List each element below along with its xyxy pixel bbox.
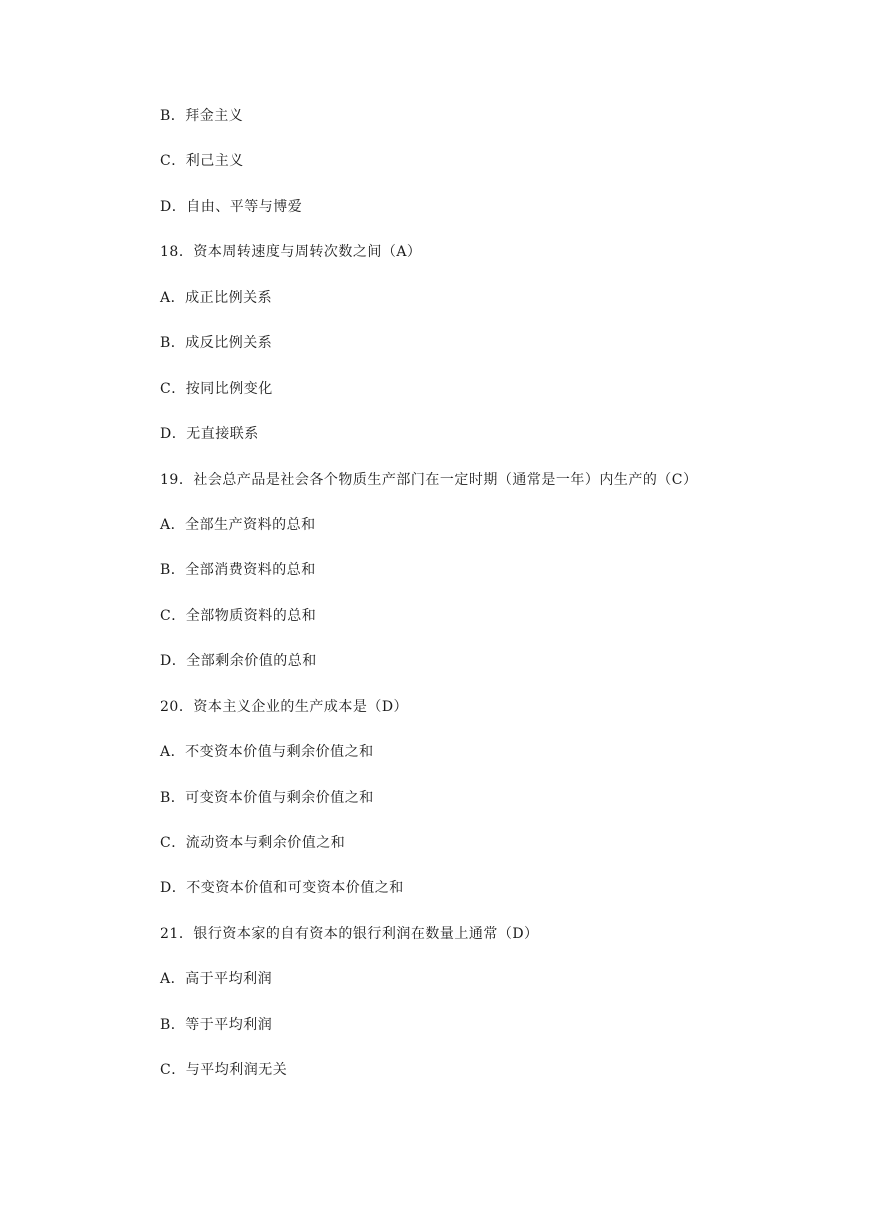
question-18: 18．资本周转速度与周转次数之间（A） xyxy=(160,244,422,261)
option-19-b: B．全部消费资料的总和 xyxy=(160,562,316,579)
option-21-c: C．与平均利润无关 xyxy=(160,1062,288,1079)
question-19: 19．社会总产品是社会各个物质生产部门在一定时期（通常是一年）内生产的（C） xyxy=(160,471,698,488)
option-18-d: D．无直接联系 xyxy=(160,426,259,443)
option-19-a: A．全部生产资料的总和 xyxy=(160,516,316,533)
option-18-c: C．按同比例变化 xyxy=(160,380,273,397)
option-17-b: B．拜金主义 xyxy=(160,108,244,124)
option-20-a: A．不变资本价值与剩余价值之和 xyxy=(160,744,374,761)
option-21-b: B．等于平均利润 xyxy=(160,1016,273,1033)
question-21: 21．银行资本家的自有资本的银行利润在数量上通常（D） xyxy=(160,925,539,942)
option-17-c: C．利己主义 xyxy=(160,153,244,170)
option-20-c: C．流动资本与剩余价值之和 xyxy=(160,835,346,851)
option-20-d: D．不变资本价值和可变资本价值之和 xyxy=(160,880,404,897)
option-20-b: B．可变资本价值与剩余价值之和 xyxy=(160,789,374,806)
question-list xyxy=(160,104,820,1104)
option-17-d: D．自由、平等与博爱 xyxy=(160,198,303,215)
option-19-c: C．全部物质资料的总和 xyxy=(160,607,317,624)
option-19-d: D．全部剩余价值的总和 xyxy=(160,653,317,670)
option-18-a: A．成正比例关系 xyxy=(160,289,273,306)
question-20: 20．资本主义企业的生产成本是（D） xyxy=(160,698,409,715)
option-18-b: B．成反比例关系 xyxy=(160,335,273,352)
option-21-a: A．高于平均利润 xyxy=(160,971,273,988)
